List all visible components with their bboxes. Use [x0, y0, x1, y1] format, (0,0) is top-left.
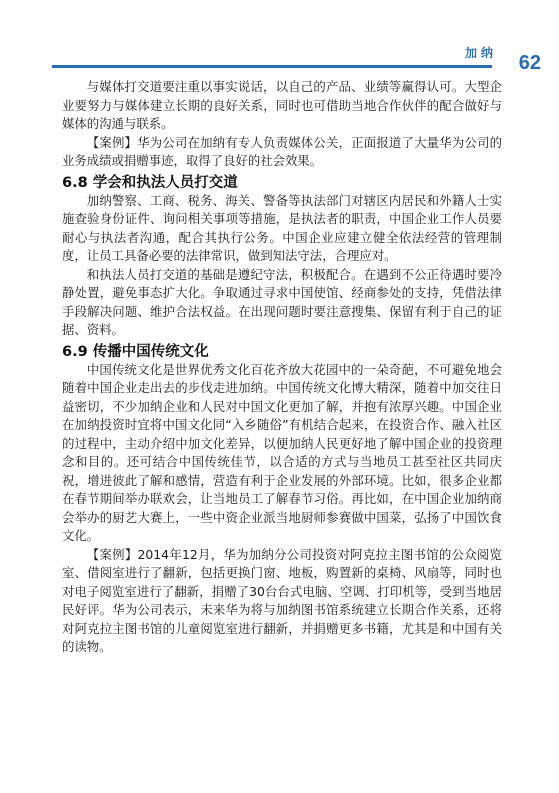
page-header: [0, 0, 559, 80]
header-rule: [52, 65, 492, 68]
paragraph-media-relations: 与媒体打交道要注重以事实说话，以自己的产品、业绩等赢得认可。大型企业要努力与媒体建立长期的良好关系，同时也可借助当地合作伙伴的配合做好与媒体的沟通与联系。: [62, 79, 502, 131]
page-body: [62, 78, 502, 657]
page-number: 62: [518, 52, 541, 74]
paragraph-case-huawei-library: 【案例】2014年12月，华为加纳分公司投资对阿克拉主图书馆的公众阅览室、借阅室进行了翻新，包括更换门窗、地板，购置新的桌椅、风扇等，同时也对电子阅览室进行了翻新，捐赠了30台台式电脑、空调、打印机等，受到当地居民好评。华为公司表示，未来华为将与加纳图书馆系统建立长期合作关系，还将对阿克拉主图书馆的儿童阅览室进行翻新，并捐赠更多书籍，尤其是和中国有关的读物。: [62, 546, 502, 654]
section-heading-6-8: 6.8 学会和执法人员打交道: [62, 174, 238, 191]
section-heading-6-9: 6.9 传播中国传统文化: [62, 343, 209, 360]
paragraph-law-compliance: 和执法人员打交道的基础是遵纪守法，积极配合。在遇到不公正待遇时要冷静处置，避免事态扩大化。争取通过寻求中国使馆、经商参处的支持，凭借法律手段解决问题、维护合法权益。在出现问题时要注意搜集、保留有利于自己的证据、资料。: [62, 266, 502, 337]
paragraph-case-huawei-media: 【案例】华为公司在加纳有专人负责媒体公关，正面报道了大量华为公司的业务成绩或捐赠事迹，取得了良好的社会效果。: [62, 134, 502, 168]
paragraph-chinese-culture: 中国传统文化是世界优秀文化百花齐放大花园中的一朵奇葩，不可避免地会随着中国企业走出去的步伐走进加纳。中国传统文化博大精深，随着中加交往日益密切，不少加纳企业和人民对中国文化更加了解，并抱有浓厚兴趣。中国企业在加纳投资时宜将中国文化同“入乡随俗”有机结合起来，在投资合作、融入社区的过程中，主动介绍中加文化差异，以便加纳人民更好地了解中国企业的投资理念和目的。还可结合中国传统佳节，以合适的方式与当地员工甚至社区共同庆祝，增进彼此了解和感情，营造有利于企业发展的外部环境。比如，很多企业都在春节期间举办联欢会，让当地员工了解春节习俗。再比如，在中国企业加纳商会举办的厨艺大赛上，一些中资企业派当地厨师参赛做中国菜，弘扬了中国饮食文化。: [62, 361, 502, 543]
paragraph-law-enforcement: 加纳警察、工商、税务、海关、警备等执法部门对辖区内居民和外籍人士实施查验身份证件、询问相关事项等措施，是执法者的职责，中国企业工作人员要耐心与执法者沟通，配合其执行公务。中国企业应建立健全依法经营的管理制度，让员工具备必要的法律常识，做到知法守法，合理应对。: [62, 192, 502, 263]
running-header-country: 加纳: [464, 46, 497, 60]
